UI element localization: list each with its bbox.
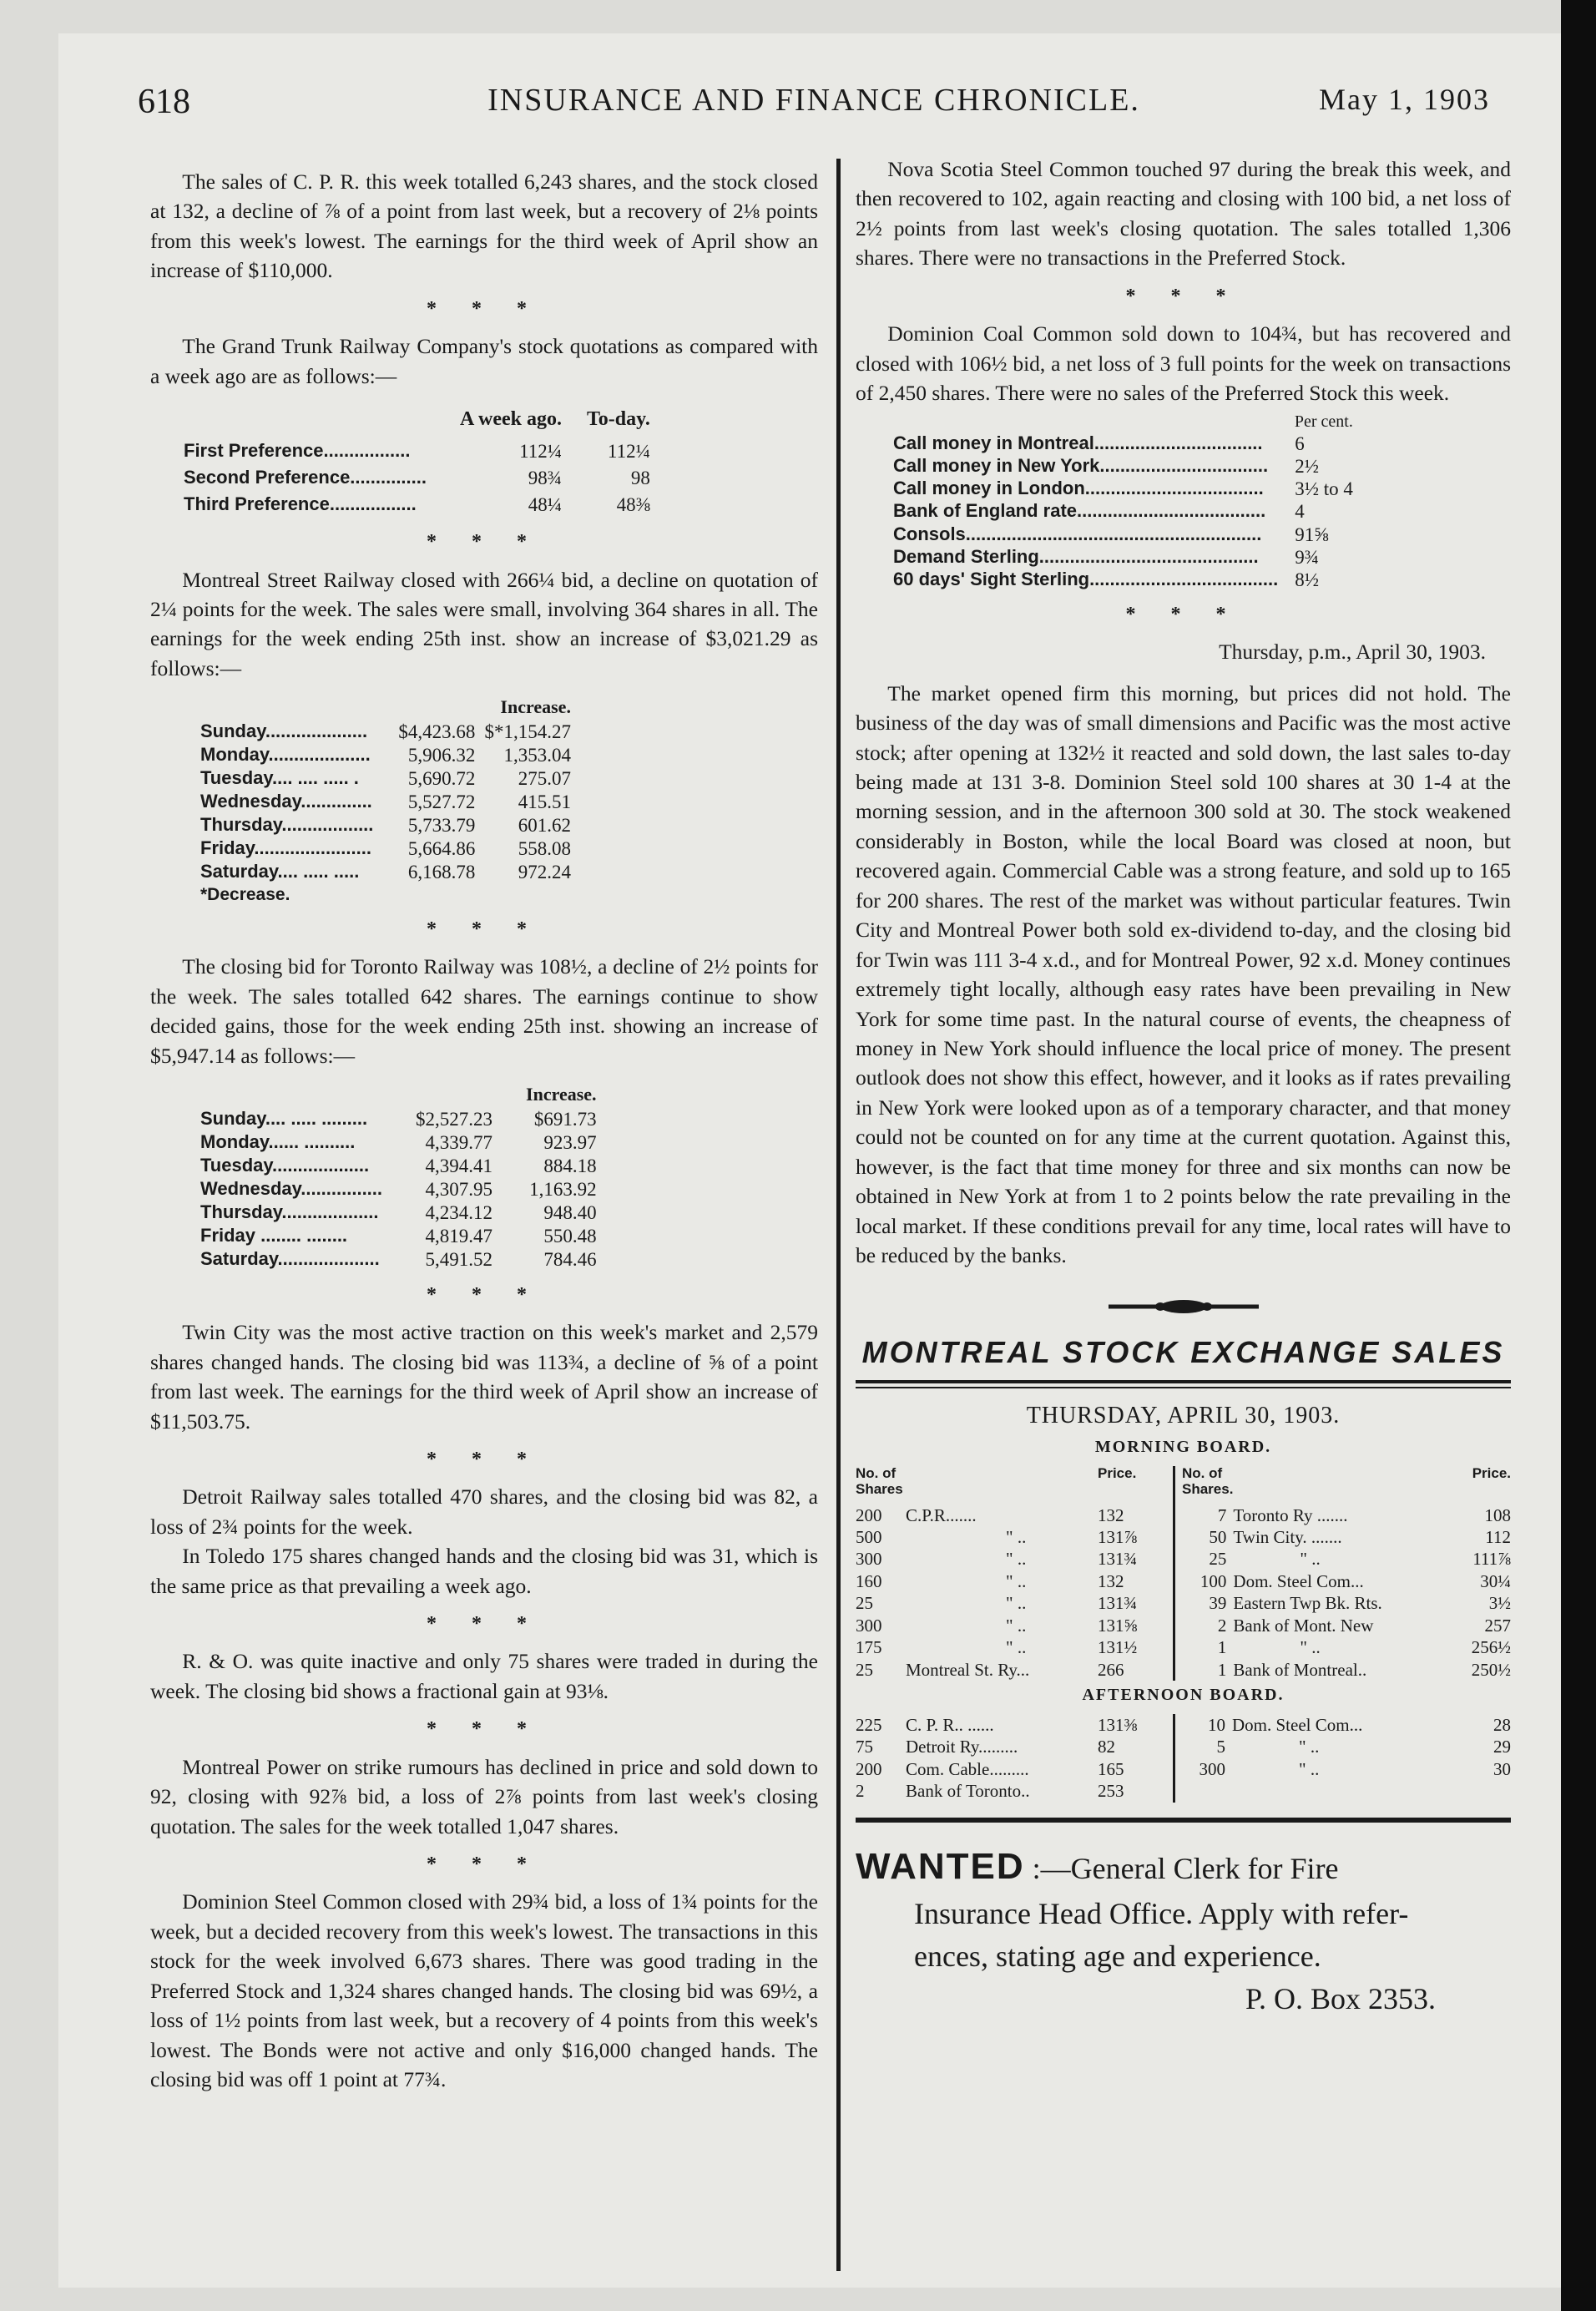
stock-name: C. P. R.. ...... bbox=[906, 1714, 994, 1735]
sales-date: THURSDAY, APRIL 30, 1903. bbox=[1026, 1403, 1341, 1429]
table-row bbox=[856, 1714, 1511, 1736]
montreal-power-paragraph: Montreal Power on strike rumours has declined in price and sold down to 92, closing with 92⅞ bid, a loss of 2⅞ points from last week's closing quotation. The sales for the week totalled 1,047 shares. bbox=[150, 1754, 818, 1838]
row-label: Wednesday.............. bbox=[200, 791, 372, 812]
stock-name: Toronto Ry ....... bbox=[1233, 1504, 1348, 1525]
table-row bbox=[200, 1225, 597, 1248]
price-value: 131⅞ bbox=[1098, 1527, 1138, 1547]
journal-title: INSURANCE AND FINANCE CHRONICLE. bbox=[487, 83, 1140, 118]
row-value: 6 bbox=[1295, 433, 1305, 455]
section-divider: * * * bbox=[427, 1853, 542, 1876]
table-row bbox=[200, 1201, 597, 1225]
table-row bbox=[856, 1504, 1511, 1526]
col-increase: Increase. bbox=[500, 696, 571, 718]
row-value: $691.73 bbox=[533, 1108, 597, 1130]
row-value: 4 bbox=[1295, 501, 1305, 523]
shares-value: 2 bbox=[1174, 1615, 1234, 1636]
section-divider: * * * bbox=[427, 918, 542, 940]
row-value: 5,664.86 bbox=[407, 838, 476, 860]
row-value: 923.97 bbox=[543, 1131, 597, 1153]
table-row bbox=[856, 1780, 1511, 1802]
stock-name: Montreal St. Ry... bbox=[906, 1659, 1030, 1680]
price-value: 28 bbox=[1493, 1714, 1511, 1735]
price-value: 30¼ bbox=[1480, 1570, 1511, 1591]
row-value: 1,353.04 bbox=[503, 744, 571, 766]
r-and-o-paragraph: R. & O. was quite inactive and only 75 shares were traded in during the week. The closing bid shows a fractional gain at 93⅛. bbox=[150, 1649, 818, 1703]
shares-value: 50 bbox=[1174, 1526, 1234, 1548]
table-row bbox=[893, 546, 1353, 569]
row-value: 9¾ bbox=[1295, 546, 1319, 568]
shares-value: 200 bbox=[856, 1504, 882, 1525]
section-divider: * * * bbox=[427, 297, 542, 320]
shares-value: 25 bbox=[856, 1593, 873, 1614]
table-row bbox=[893, 569, 1353, 591]
decrease-footnote: *Decrease. bbox=[200, 885, 290, 905]
row-label: Third Preference................. bbox=[184, 493, 417, 515]
row-label: Friday ........ ........ bbox=[200, 1224, 348, 1246]
right-column bbox=[856, 154, 1511, 2021]
stock-name: " .. bbox=[1006, 1615, 1027, 1636]
price-value: 131½ bbox=[1098, 1637, 1138, 1658]
market-report-paragraph: The market opened firm this morning, but prices did not hold. The business of the day was of small dimensions and Pacific was the most active stock; after opening at 132½ it reacted and sold down, the last sales to-day being made at 131 3-8. Dominion Steel sold 100 shares at 30 1-4 at the morning session, and in the afternoon 300 sold at 30. The stock weakened considerably in Boston, while the local Board was closed at noon, but recovered again. Commercial Cable was a strong feature, and sold up to 165 for 200 shares. The rest of the market was without particular features. Twin City and Montreal Power both sold ex-dividend to-day, and the closing bid for Twin was 111 3-4 x.d., and for Montreal Power, 92 x.d. Money continues extremely tight locally, although easy rates have been prevailing in New York for some time past. In the natural course of events, the cheapness of money in New York should influence the local price of money. The present outlook does not show this effect, however, and it looks as if rates prevailing in New York were looked upon as of a temporary character, and that money could not be counted on for any time at the current quotation. Against this, however, is the fact that time money for three and six months can now be obtained in New York at from 1 to 2 points below the rate prevailing in the local market. If these conditions prevail for any time, local rates will have to be reduced by the banks. bbox=[856, 680, 1511, 1267]
stock-name: Bank of Montreal.. bbox=[1233, 1659, 1367, 1680]
price-value: 29 bbox=[1493, 1737, 1511, 1757]
row-label: Tuesday................... bbox=[200, 1154, 370, 1176]
price-value: 111⅞ bbox=[1472, 1549, 1511, 1570]
column-rule bbox=[836, 159, 841, 2271]
stock-name: " .. bbox=[1299, 1737, 1320, 1757]
stock-name: " .. bbox=[1006, 1637, 1027, 1658]
stock-name: " .. bbox=[1300, 1637, 1321, 1658]
cpr-paragraph: The sales of C. P. R. this week totalled 6,243 shares, and the stock closed at 132, a decline of ⅞ of a point from last week, but a recovery of 2⅛ points from this week's lowest. The earnings for the third week of April show an increase of $110,000. bbox=[150, 169, 818, 283]
row-label: Thursday.................. bbox=[200, 814, 374, 836]
row-value: 972.24 bbox=[518, 862, 571, 883]
stock-name: " .. bbox=[1006, 1570, 1027, 1591]
table-row bbox=[184, 438, 650, 465]
row-label: Second Preference............... bbox=[184, 467, 427, 488]
double-rule bbox=[856, 1380, 1511, 1388]
row-value: 4,307.95 bbox=[425, 1178, 493, 1200]
grand-trunk-table bbox=[184, 406, 650, 518]
row-value: 4,819.47 bbox=[425, 1225, 493, 1247]
table-row bbox=[856, 1636, 1511, 1658]
stock-name: " .. bbox=[1006, 1527, 1027, 1547]
stock-name: Bank of Toronto.. bbox=[906, 1781, 1030, 1802]
table-row bbox=[184, 492, 650, 518]
price-value: 257 bbox=[1484, 1615, 1511, 1636]
wanted-line-4: P. O. Box 2353. bbox=[1245, 1982, 1436, 2016]
scan-edge bbox=[1561, 0, 1596, 2311]
wanted-line-1: :—General Clerk for Fire bbox=[1032, 1851, 1339, 1885]
table-row bbox=[856, 1526, 1511, 1548]
row-value: $*1,154.27 bbox=[484, 721, 571, 742]
table-row bbox=[200, 1108, 597, 1131]
row-value: 4,339.77 bbox=[425, 1131, 493, 1153]
shares-value: 25 bbox=[856, 1659, 873, 1680]
row-value: 1,163.92 bbox=[529, 1178, 597, 1200]
price-value: 132 bbox=[1098, 1504, 1124, 1525]
row-label: Demand Sterling........................................... bbox=[893, 545, 1259, 567]
shares-value: 500 bbox=[856, 1527, 882, 1547]
table-row bbox=[856, 1659, 1511, 1681]
shares-value: 2 bbox=[856, 1781, 865, 1802]
price-value: 131¾ bbox=[1098, 1549, 1138, 1570]
table-row bbox=[893, 478, 1353, 500]
row-label: Call money in Montreal................................. bbox=[893, 432, 1263, 454]
wanted-heading: WANTED bbox=[856, 1845, 1025, 1887]
table-row bbox=[200, 837, 571, 861]
section-divider: * * * bbox=[427, 1613, 542, 1636]
table-row bbox=[856, 1758, 1511, 1780]
row-value: 2½ bbox=[1295, 456, 1319, 478]
afternoon-sales-table bbox=[856, 1714, 1511, 1803]
section-divider: * * * bbox=[427, 1449, 542, 1470]
shares-value: 1 bbox=[1174, 1636, 1234, 1658]
stock-name: Eastern Twp Bk. Rts. bbox=[1233, 1593, 1382, 1614]
row-value: 4,394.41 bbox=[425, 1155, 493, 1176]
price-value: 131¾ bbox=[1098, 1593, 1138, 1614]
table-row bbox=[856, 1548, 1511, 1570]
col-today: To-day. bbox=[587, 407, 650, 430]
shares-value: 100 bbox=[1174, 1570, 1234, 1592]
row-label: Call money in London................................... bbox=[893, 478, 1264, 499]
table-row bbox=[856, 1615, 1511, 1636]
row-value: 558.08 bbox=[518, 838, 571, 860]
price-value: 108 bbox=[1484, 1504, 1511, 1525]
row-value: 48¼ bbox=[528, 494, 562, 516]
row-value: 91⅝ bbox=[1295, 523, 1329, 545]
row-value: 601.62 bbox=[518, 815, 571, 837]
montreal-street-earnings bbox=[200, 695, 571, 906]
section-divider: * * * bbox=[427, 1718, 542, 1741]
table-row bbox=[200, 1178, 597, 1201]
section-divider: * * * bbox=[427, 531, 542, 554]
row-value: 275.07 bbox=[518, 768, 571, 790]
row-label: Tuesday.... .... ..... . bbox=[200, 767, 359, 789]
montreal-street-paragraph: Montreal Street Railway closed with 266¼ bid, a decline on quotation of 2¼ points for the week. The sales were small, involving 364 shares in all. The earnings for the week ending 25th inst. show an increase of $3,021.29 as follows:— bbox=[150, 567, 818, 680]
col-per-cent: Per cent. bbox=[1294, 412, 1353, 432]
wanted-line-3: ences, stating age and experience. bbox=[914, 1939, 1321, 1974]
table-row bbox=[200, 721, 571, 744]
stock-name: " .. bbox=[1299, 1758, 1320, 1779]
price-value: 112 bbox=[1485, 1527, 1511, 1547]
morning-sales-table bbox=[856, 1466, 1511, 1681]
table-row bbox=[200, 767, 571, 791]
afternoon-board-heading: AFTERNOON BOARD. bbox=[1082, 1686, 1285, 1705]
stock-name: Bank of Mont. New bbox=[1233, 1615, 1374, 1636]
price-value: 266 bbox=[1098, 1659, 1124, 1680]
table-row bbox=[856, 1736, 1511, 1757]
table-row bbox=[893, 432, 1353, 455]
col-shares: No. of Shares bbox=[856, 1465, 903, 1497]
row-label: Wednesday................ bbox=[200, 1177, 383, 1199]
price-value: 82 bbox=[1098, 1737, 1115, 1757]
col-price-2: Price. bbox=[1472, 1465, 1511, 1482]
table-row bbox=[200, 1248, 597, 1272]
dominion-coal-paragraph: Dominion Coal Common sold down to 104¾, but has recovered and closed with 106½ bid, a net loss of 3 full points for the week on transactions of 2,450 shares. There were no sales of the Preferred Stock this week. bbox=[856, 321, 1511, 405]
row-value: 48⅜ bbox=[616, 494, 650, 516]
wanted-advertisement bbox=[856, 1818, 1511, 2021]
dateline: Thursday, p.m., April 30, 1903. bbox=[1219, 640, 1486, 665]
row-label: Thursday................... bbox=[200, 1201, 379, 1222]
stock-name: Dom. Steel Com... bbox=[1233, 1570, 1364, 1591]
toledo-paragraph: In Toledo 175 shares changed hands and the closing bid was 31, which is the same price as that prevailing a week ago. bbox=[150, 1544, 818, 1598]
price-value: 131⅜ bbox=[1098, 1714, 1138, 1735]
dominion-steel-paragraph: Dominion Steel Common closed with 29¾ bid, a loss of 1¾ points for the week, but a decided recovery from this week's lowest. The transactions in this stock for the week involved 6,673 shares. There was good trading in the Preferred Stock and 1,324 shares changed hands. The closing bid was 69½, a loss of 1½ points from last week, but a recovery of 4 points from this week's lowest. The Bonds were not active and only $16,000 changed hands. The closing bid was off 1 point at 77¾. bbox=[150, 1889, 818, 2091]
table-row bbox=[893, 523, 1353, 546]
table-row bbox=[200, 791, 571, 814]
row-value: 6,168.78 bbox=[407, 862, 476, 883]
toronto-paragraph: The closing bid for Toronto Railway was 108½, a decline of 2½ points for the week. The sales totalled 642 shares. The earnings continue to show decided gains, those for the week ending 25th inst. showing an increase of $5,947.14 as follows:— bbox=[150, 954, 818, 1068]
col-shares-2: No. of Shares. bbox=[1174, 1466, 1234, 1504]
row-label: Sunday.................... bbox=[200, 720, 368, 741]
shares-value: 175 bbox=[856, 1637, 882, 1658]
shares-value: 300 bbox=[856, 1615, 882, 1636]
row-value: 5,733.79 bbox=[407, 815, 476, 837]
row-value: 98¾ bbox=[528, 468, 562, 489]
stock-name: Com. Cable......... bbox=[906, 1758, 1029, 1779]
row-label: Saturday.................... bbox=[200, 1247, 380, 1269]
row-label: Saturday.... ..... ..... bbox=[200, 861, 360, 882]
shares-value: 300 bbox=[856, 1549, 882, 1570]
money-rates-table bbox=[893, 412, 1353, 590]
table-row bbox=[200, 1131, 597, 1155]
price-value: 132 bbox=[1098, 1570, 1124, 1591]
shares-value: 300 bbox=[1174, 1758, 1233, 1780]
row-value: $2,527.23 bbox=[416, 1108, 493, 1130]
shares-value: 7 bbox=[1174, 1504, 1234, 1526]
stock-name: " .. bbox=[1006, 1549, 1027, 1570]
stock-name: " .. bbox=[1006, 1593, 1027, 1614]
table-row bbox=[856, 1570, 1511, 1592]
col-increase: Increase. bbox=[526, 1083, 597, 1105]
table-row bbox=[200, 814, 571, 837]
row-label: First Preference................. bbox=[184, 440, 411, 462]
grand-trunk-paragraph: The Grand Trunk Railway Company's stock quotations as compared with a week ago are as follows:— bbox=[150, 334, 818, 388]
price-value: 256½ bbox=[1471, 1637, 1511, 1658]
price-value: 253 bbox=[1098, 1781, 1124, 1802]
row-value: 3½ to 4 bbox=[1295, 478, 1353, 500]
stock-name: Dom. Steel Com... bbox=[1232, 1714, 1363, 1735]
row-label: Monday...... .......... bbox=[200, 1130, 356, 1152]
stock-name: " .. bbox=[1300, 1549, 1321, 1570]
price-value: 3½ bbox=[1488, 1593, 1511, 1614]
row-value: $4,423.68 bbox=[398, 721, 476, 742]
row-label: Sunday.... ..... ......... bbox=[200, 1107, 368, 1129]
row-value: 948.40 bbox=[543, 1201, 597, 1223]
row-value: 112¼ bbox=[607, 441, 650, 463]
row-value: 415.51 bbox=[518, 791, 571, 813]
toronto-earnings bbox=[200, 1082, 597, 1272]
price-value: 30 bbox=[1493, 1758, 1511, 1779]
shares-value: 160 bbox=[856, 1570, 882, 1591]
shares-value: 39 bbox=[1174, 1592, 1234, 1614]
shares-value: 200 bbox=[856, 1758, 882, 1779]
row-value: 4,234.12 bbox=[425, 1201, 493, 1223]
row-label: Bank of England rate..................................... bbox=[893, 500, 1266, 522]
table-row bbox=[200, 744, 571, 767]
issue-date: May 1, 1903 bbox=[1319, 83, 1490, 116]
table-row bbox=[200, 1155, 597, 1178]
shares-value: 1 bbox=[1174, 1659, 1234, 1681]
section-divider: * * * bbox=[1125, 285, 1241, 307]
row-label: Friday....................... bbox=[200, 837, 371, 859]
section-divider: * * * bbox=[1125, 603, 1241, 625]
shares-value: 225 bbox=[856, 1714, 882, 1735]
shares-value: 5 bbox=[1174, 1736, 1233, 1757]
row-value: 550.48 bbox=[543, 1225, 597, 1247]
table-row bbox=[200, 861, 571, 884]
row-label: Monday.................... bbox=[200, 743, 371, 765]
twin-city-paragraph: Twin City was the most active traction on this week's market and 2,579 shares changed hands. The closing bid was 113¾, a decline of ⅝ of a point from last week. The earnings for the third week of April show an increase of $11,503.75. bbox=[150, 1320, 818, 1434]
table-row bbox=[184, 465, 650, 492]
row-value: 5,690.72 bbox=[407, 768, 476, 790]
morning-board-heading: MORNING BOARD. bbox=[1094, 1438, 1272, 1457]
row-value: 8½ bbox=[1295, 569, 1319, 590]
col-price: Price. bbox=[1098, 1465, 1137, 1482]
left-column bbox=[150, 167, 818, 2094]
col-week-ago: A week ago. bbox=[460, 407, 562, 430]
row-value: 784.46 bbox=[543, 1248, 597, 1270]
row-value: 98 bbox=[630, 468, 650, 489]
ornament-divider bbox=[1109, 1295, 1259, 1315]
row-value: 5,527.72 bbox=[407, 791, 476, 813]
detroit-paragraph: Detroit Railway sales totalled 470 shares, and the closing bid was 82, a loss of 2¾ points for the week. bbox=[150, 1484, 818, 1539]
section-divider: * * * bbox=[427, 1283, 542, 1306]
row-value: 5,906.32 bbox=[407, 744, 476, 766]
price-value: 165 bbox=[1098, 1758, 1124, 1779]
stock-name: Twin City. ....... bbox=[1233, 1527, 1342, 1547]
row-label: Call money in New York................................. bbox=[893, 455, 1269, 477]
price-value: 250½ bbox=[1471, 1659, 1511, 1680]
stock-name: Detroit Ry......... bbox=[906, 1737, 1018, 1757]
page-number: 618 bbox=[138, 83, 190, 121]
row-label: Consols.......................................................... bbox=[893, 523, 1262, 544]
row-value: 5,491.52 bbox=[425, 1248, 493, 1270]
shares-value: 10 bbox=[1174, 1714, 1233, 1736]
page-header bbox=[138, 75, 1490, 125]
shares-value: 75 bbox=[856, 1737, 873, 1757]
stock-name: C.P.R....... bbox=[906, 1504, 977, 1525]
nova-scotia-paragraph: Nova Scotia Steel Common touched 97 during the break this week, and then recovered to 102, again reacting and closing with 100 bid, a net loss of 2½ points from last week's closing quotation. The sales totalled 1,306 shares. There were no transactions in the Preferred Stock. bbox=[856, 157, 1511, 271]
row-value: 112¼ bbox=[519, 441, 562, 463]
table-row bbox=[893, 500, 1353, 523]
stock-exchange-title: MONTREAL STOCK EXCHANGE SALES bbox=[861, 1335, 1505, 1370]
price-value: 131⅝ bbox=[1098, 1615, 1138, 1636]
table-row bbox=[893, 455, 1353, 478]
row-value: 884.18 bbox=[543, 1155, 597, 1176]
table-row bbox=[856, 1592, 1511, 1614]
wanted-line-2: Insurance Head Office. Apply with refer- bbox=[914, 1897, 1409, 1931]
row-label: 60 days' Sight Sterling..................................... bbox=[893, 568, 1279, 589]
shares-value: 25 bbox=[1174, 1548, 1234, 1570]
